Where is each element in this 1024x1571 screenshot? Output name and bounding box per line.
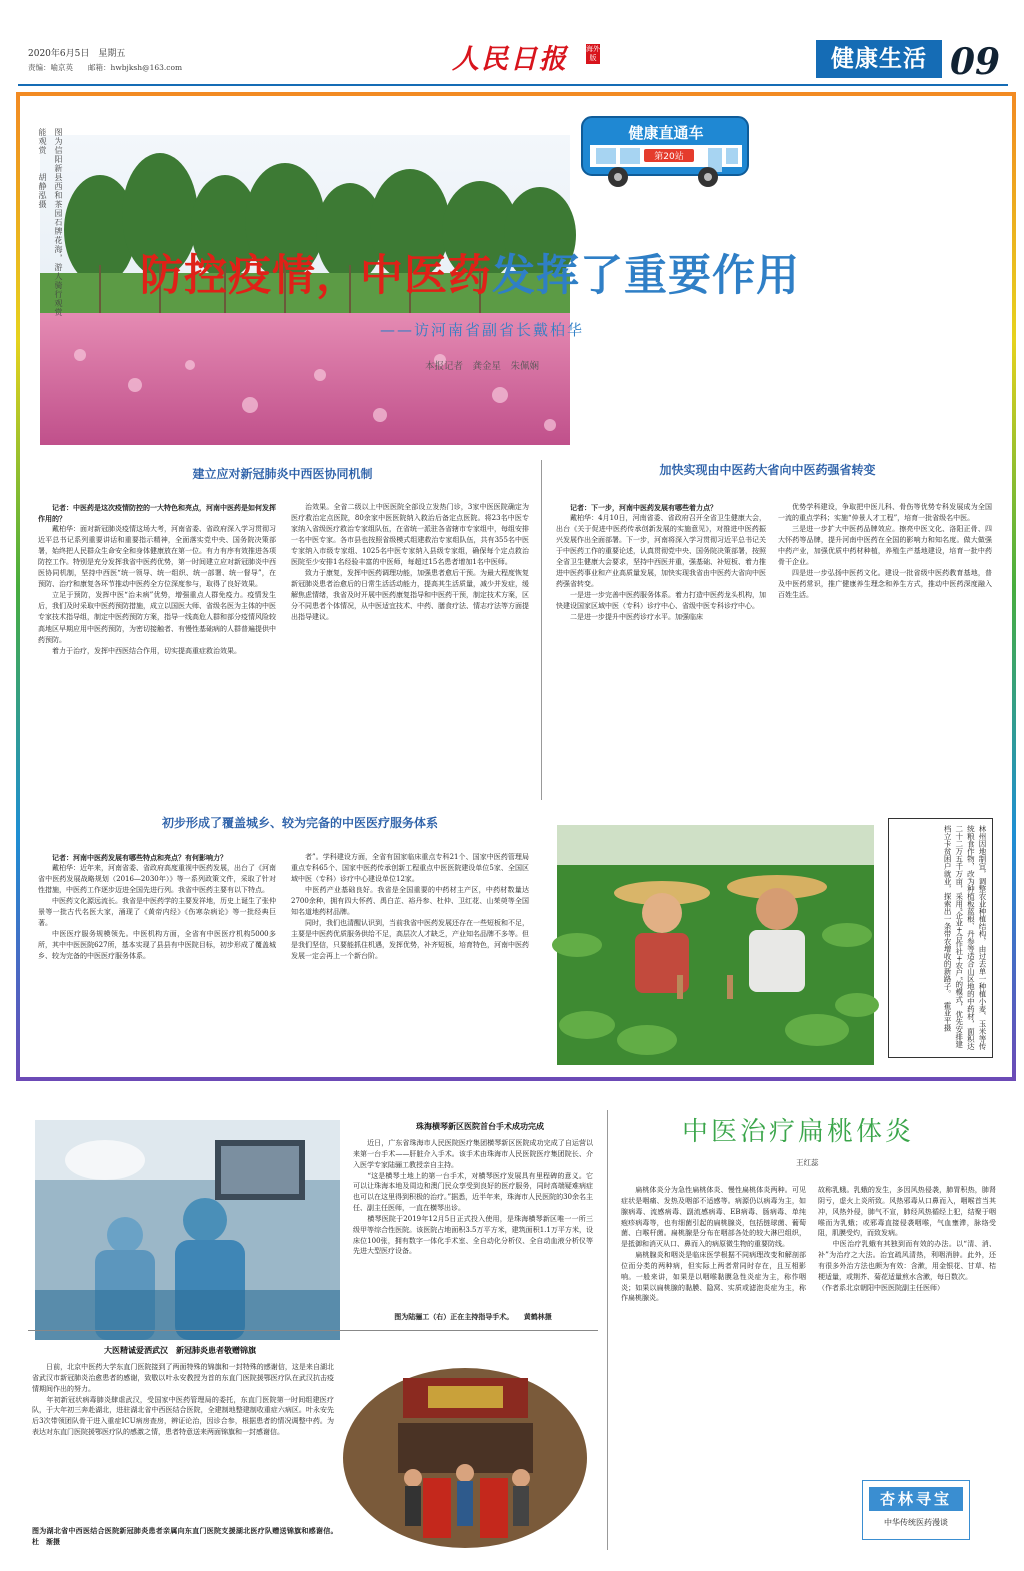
wuhan-article-text: 日前，北京中医药大学东直门医院接到了两面特殊的锦旗和一封特殊的感谢信，这是来自湖北省武汉市新冠肺炎治愈患者的感谢，致敬以叶永安教授为首的东直门医院援鄂医疗队在武汉抗击疫情期间作出的努力。 年初新冠状病毒肺炎肆虐武汉，受国家中医药管理局的委托，东直门医院第一时间组建医疗队，于大年初三奔赴湖北，进驻湖北省中西医结合医院，全建制地整建制收重症六病区。叶永安先后3次带领团队骨干进入重症ICU病房查房，辨证论治，因诊合参，根据患者的情况调整中药。为表达对东直门医院援鄂医疗队的感激之情，患者特意送来两面锦旗和一封感谢信。 — [32, 1363, 334, 1437]
paragraph: 记者：中医药是这次疫情防控的一大特色和亮点，河南中医药是如何发挥作用的？ — [38, 503, 276, 524]
section3-title: 初步形成了覆盖城乡、较为完备的中医医疗服务体系 — [161, 816, 438, 830]
paragraph: 四是进一步弘扬中医药文化。建设一批省级中医药教育基地，普及中医药常识，推广健康养生理念和养生方式，推动中医药深度融入百姓生活。 — [778, 569, 992, 600]
masthead — [0, 0, 1024, 88]
column-divider — [607, 1110, 608, 1550]
horizontal-rule — [28, 1330, 598, 1331]
xinglin-subtitle: 中华传统医药漫谈 — [884, 1518, 948, 1527]
headline-red-part: 防控疫情，中医药 — [140, 251, 492, 301]
paragraph: 戴柏华：近年来，河南省委、省政府高度重视中医药发展，出台了《河南省中医药发展战略规划（2016—2030年）》等一系列政策文件，采取了针对性措施，中医药工作逐步迈进全国先进行列。我省中医药主要有以下特点。 — [38, 864, 276, 895]
column-divider — [541, 460, 542, 800]
bus-graphic — [580, 113, 752, 191]
paragraph: 二是进一步提升中医药诊疗水平。加强临床 — [570, 613, 703, 622]
section1-column1 — [38, 502, 276, 802]
paragraph: 三是进一步扩大中医药品牌效应。擦亮中医文化、洛阳正骨、四大怀药等品牌，提升河南中医药在全国的影响力和知名度。做大做强中药产业，加强优质中药材种植，养殖生产基地建设，培育一批中药骨干企业。 — [778, 525, 992, 567]
section3-column1 — [38, 852, 276, 1062]
paragraph: 者”。学科建设方面，全省有国家临床重点专科21个、国家中医药管理局重点专科65个、国家中医药传承创新工程重点中医医院建设单位5家、全国区域中医（专科）诊疗中心建设单位12家。 — [291, 853, 529, 884]
headline-blue-part: 发挥了重要作用 — [492, 251, 800, 301]
paragraph: 中医医疗服务规模领先。中医机构方面，全省有中医医疗机构5000多所，其中中医医院627所，基本实现了县县有中医院目标，初步形成了覆盖城乡、较为完备的中医医疗服务体系。 — [38, 930, 276, 961]
surgery-article-text: 近日，广东省珠海市人民医院医疗集团横琴新区医院成功完成了自运营以来第一台手术——肝脏介入手术。该手术由珠海市人民医院医疗集团院长、介入医学专家陆骊工教授亲自主持。 “这是横琴土地上的第一台手术，对横琴医疗发展具有里程碑的意义。它可以让珠海本地及周边和澳门民众享受到良好的医疗服务，同时高端疑难病症也可以在这里得到积极的治疗。”据悉，近半年来，珠海市人民医院的30余名主任、副主任医师，一直在横琴出诊。 横琴医院于2019年12月5日正式投入使用，是珠海横琴新区唯一一所三级甲等综合性医院。该医院占地面积3.5万平方米，建筑面积1.1万平方米，设床位100张，拥有数字一体化手术室、全自动化分析仪、全自动血液分析仪等先进大型医疗设备。 — [353, 1139, 593, 1256]
section3-column2 — [291, 852, 529, 1062]
surgery-photo — [35, 1120, 340, 1340]
photo-caption: 图为信阳新县西和茶园石牌花海，游人骑行观赏 — [54, 128, 63, 317]
farmers-photo-caption: 林州因地制宜，调整农业种植结构，由过去单一种植小麦、玉米等传统粮食作物，改为种植板蓝根、丹参等适合山区地的中药材，面积达二十二万五千万亩，采用“企业+合作社+农户”的模式，优先安排建档立卡贫困户就业，探索出一条带农增收的新路子。 霍亚平摄 — [888, 818, 993, 1058]
paragraph: 记者：河南中医药发展有哪些特点和亮点？有何影响力？ — [52, 853, 227, 862]
section1-column2 — [291, 502, 529, 802]
surgery-article-title: 珠海横琴新区医院首台手术成功完成 — [416, 1121, 544, 1131]
byline: 本报记者 龚金星 朱佩娴 — [425, 361, 540, 372]
banner-image — [343, 1368, 588, 1548]
tonsillitis-author: 王红蕊 — [796, 1158, 819, 1167]
section2-column2 — [778, 502, 992, 802]
issue-date: 2020年6月5日 星期五 — [28, 49, 126, 59]
farmers-photo — [557, 825, 874, 1065]
bus-title: 健康直通车 — [628, 124, 704, 142]
section2-title: 加快实现由中医药大省向中医药强省转变 — [659, 463, 876, 477]
paragraph: 治效果。全省二级以上中医医院全部设立发热门诊，3家中医医院确定为医疗救治定点医院，80余家中医医院纳入救治后备定点医院。将23名中医专家纳入省级医疗救治专家组队伍，在省统一派驻各省辖市专家组中，每组安排一名中医专家。各市县也按照省级模式组建救治专家组队伍，共有355名中医专家纳入市级专家组、1025名中医专家纳入县级专家组，确保每个定点救治医院至少安排1名经验丰富的中医师，每超过15名患者增加1名中医师。 — [291, 503, 529, 567]
paragraph: 立足于预防，发挥中医“治未病”优势，增强重点人群免疫力。疫情发生后，我们及时采取中医药预防措施，成立以国医大师、省级名医为主体的中医专家技术指导组，制定中医药预防方案，指导一线高危人群和部分疫情风险较高地区早期应用中医药预防，为密切接触者、有慢性基础病的人群普遍提供中药预防。 — [38, 591, 276, 644]
bus-stop-label: 第20站 — [654, 152, 684, 162]
banner-photo — [343, 1368, 588, 1548]
paragraph: 同时，我们也清醒认识到，当前我省中医药发展还存在一些短板和不足，主要是中医药优质服务供给不足，高层次人才缺乏，产业知名品牌不多等。但是我们坚信，只要能抓住机遇，发挥优势，补齐短板，培育特色，河南中医药发展一定会再上一个新台阶。 — [291, 919, 529, 961]
tonsillitis-title: 中医治疗扁桃体炎 — [682, 1117, 915, 1147]
tonsillitis-column2: 故称乳蛾。乳蛾的发生，多因风热侵袭，肺胃积热，肺肾阴亏，虚火上炎所致。风热邪毒从口鼻而入，咽喉首当其冲，风热外侵，肺气不宣，肺经风热循经上犯，结聚于咽喉而为乳蛾；或邪毒直接侵袭咽喉，气血壅滞，脉络受阻，肌膜受灼，而致发病。 中医治疗乳蛾有其独到而有效的办法。以“清、消、补”为治疗之大法。治宜疏风清热，利咽消肿。此外，还有很多外治方法也颇为有效：含漱，用金银花、甘草、桔梗适量，或荆芥、菊花适量煎水含漱，每日数次。 （作者系北京朝阳中医医院副主任医师） — [818, 1186, 996, 1292]
section2-column1 — [556, 502, 766, 802]
newspaper-logo: 人民日报 — [452, 44, 568, 75]
masthead-rule — [18, 84, 1008, 86]
xinglin-title: 杏林寻宝 — [869, 1487, 963, 1511]
xinglin-column-box — [862, 1480, 970, 1540]
paragraph: 记者：下一步，河南中医药发展有哪些着力点？ — [570, 503, 717, 512]
surgery-photo-caption: 图为陆骊工（右）正在主持指导手术。 黄鹤林摄 — [394, 1312, 552, 1321]
wuhan-article-title: 大医精诚爱洒武汉 新冠肺炎患者敬赠锦旗 — [104, 1345, 256, 1355]
paragraph: 一是进一步完善中医药服务体系。着力打造中医药龙头机构，加快建设国家区域中医（专科）诊疗中心、省级中医专科诊疗中心。 — [556, 591, 766, 611]
paragraph: 着力于治疗，发挥中西医结合作用，切实提高重症救治效果。 — [52, 646, 241, 655]
bus-icon — [580, 113, 752, 191]
wuhan-photo-caption: 图为湖北省中西医结合医院新冠肺炎患者亲属向东直门医院支援湖北医疗队赠送锦旗和感谢信。 杜 渐摄 — [32, 1526, 348, 1546]
subheadline: ——访河南省副省长戴柏华 — [380, 321, 585, 339]
editor-info: 责编：喻京英 邮箱：hwbjksh@163.com — [28, 63, 183, 72]
page-number: 09 — [950, 41, 1001, 83]
paragraph: 中医药文化源远流长。我省是中医药学的主要发祥地，历史上诞生了张仲景等一批古代名医大家，涌现了《黄帝内经》《伤寒杂病论》等一批经典巨著。 — [38, 897, 276, 928]
section-title: 健康生活 — [816, 40, 942, 78]
paragraph: 戴柏华：4月10日，河南省委、省政府召开全省卫生健康大会，出台《关于促进中医药传承创新发展的实施意见》，对推进中医药振兴发展作出全面部署。下一步，河南将深入学习贯彻习近平总书记关于中医药工作的重要论述，认真贯彻党中央、国务院决策部署，按照全省卫生健康大会要求，坚持中西医并重，强基础、补短板、着力推进中医药事业和产业高质量发展，加快实现我省由中医药大省向中医药强省转变。 — [556, 514, 766, 589]
paragraph: 优势学科建设，争取把中医儿科、骨伤等优势专科发展成为全国一流的重点学科；实施“仲景人才工程”，培育一批省级名中医。 — [778, 503, 992, 523]
farmers-image — [557, 825, 874, 1065]
photo-caption-a: 能观赏 胡静泓摄 — [38, 128, 47, 209]
surgery-image — [35, 1120, 340, 1340]
paragraph: 戴柏华：面对新冠肺炎疫情这场大考，河南省委、省政府深入学习贯彻习近平总书记系列重要讲话和重要指示精神，全面落实党中央、国务院决策部署，始终把人民群众生命安全和身体健康放在第一位。有力有序有效推进各项防控工作。特别是充分发挥我省中医药优势，第一时间建立应对新冠肺炎中西医协同机制，坚持中西医“统一领导、统一组织、统一部署、统一督导”，在预防、治疗和康复各环节推动中医药全方位深度参与，取得了良好效果。 — [38, 525, 276, 589]
tonsillitis-column1: 扁桃体炎分为急性扁桃体炎、慢性扁桃体炎两种。可见症状是咽痛、发热及咽部不适感等。病源仍以病毒为主，如腺病毒、流感病毒、副流感病毒、EB病毒、肠病毒、单纯疱疹病毒等，也有细菌引起的扁桃腺炎，包括链球菌、葡萄菌、白喉杆菌。扁桃腺是分布在咽部各处的较大淋巴组织，是抵御和消灭从口、鼻而入的病原微生物的重要防线。 扁桃腺炎和咽炎是临床医学根据不同病理改变和解剖部位而分类的两种病，但实际上两者常同时存在，且互相影响。一般来讲，如果是以咽喉黏膜急性炎症为主，称作咽炎；如果以扁桃腺的黏膜、隐窝、实质或滤泡炎症为主，称作扁桃腺炎。 — [621, 1186, 806, 1303]
overseas-edition-badge: 海外版 — [586, 45, 600, 62]
main-headline — [140, 245, 800, 307]
paragraph: 中医药产业基础良好。我省是全国重要的中药材主产区，中药材数量达2700余种，拥有四大怀药、禹白芷、裕丹参、杜仲、卫红花、山茱萸等全国知名道地药材品牌。 — [291, 886, 529, 917]
section1-title: 建立应对新冠肺炎中西医协同机制 — [192, 467, 373, 481]
paragraph: 致力于康复，发挥中医药调理功能，加强患者愈后干预。为最大程度恢复新冠肺炎患者治愈后的日常生活活动能力，提高其生活质量，减少并发症，缓解焦虑情绪，我省及时开展中医药康复指导和中医药干预，制定技术方案，区分不同患者个体情况，从中医适宜技术、中药、膳食疗法、情志疗法等方面提出指导建议。 — [291, 569, 529, 622]
